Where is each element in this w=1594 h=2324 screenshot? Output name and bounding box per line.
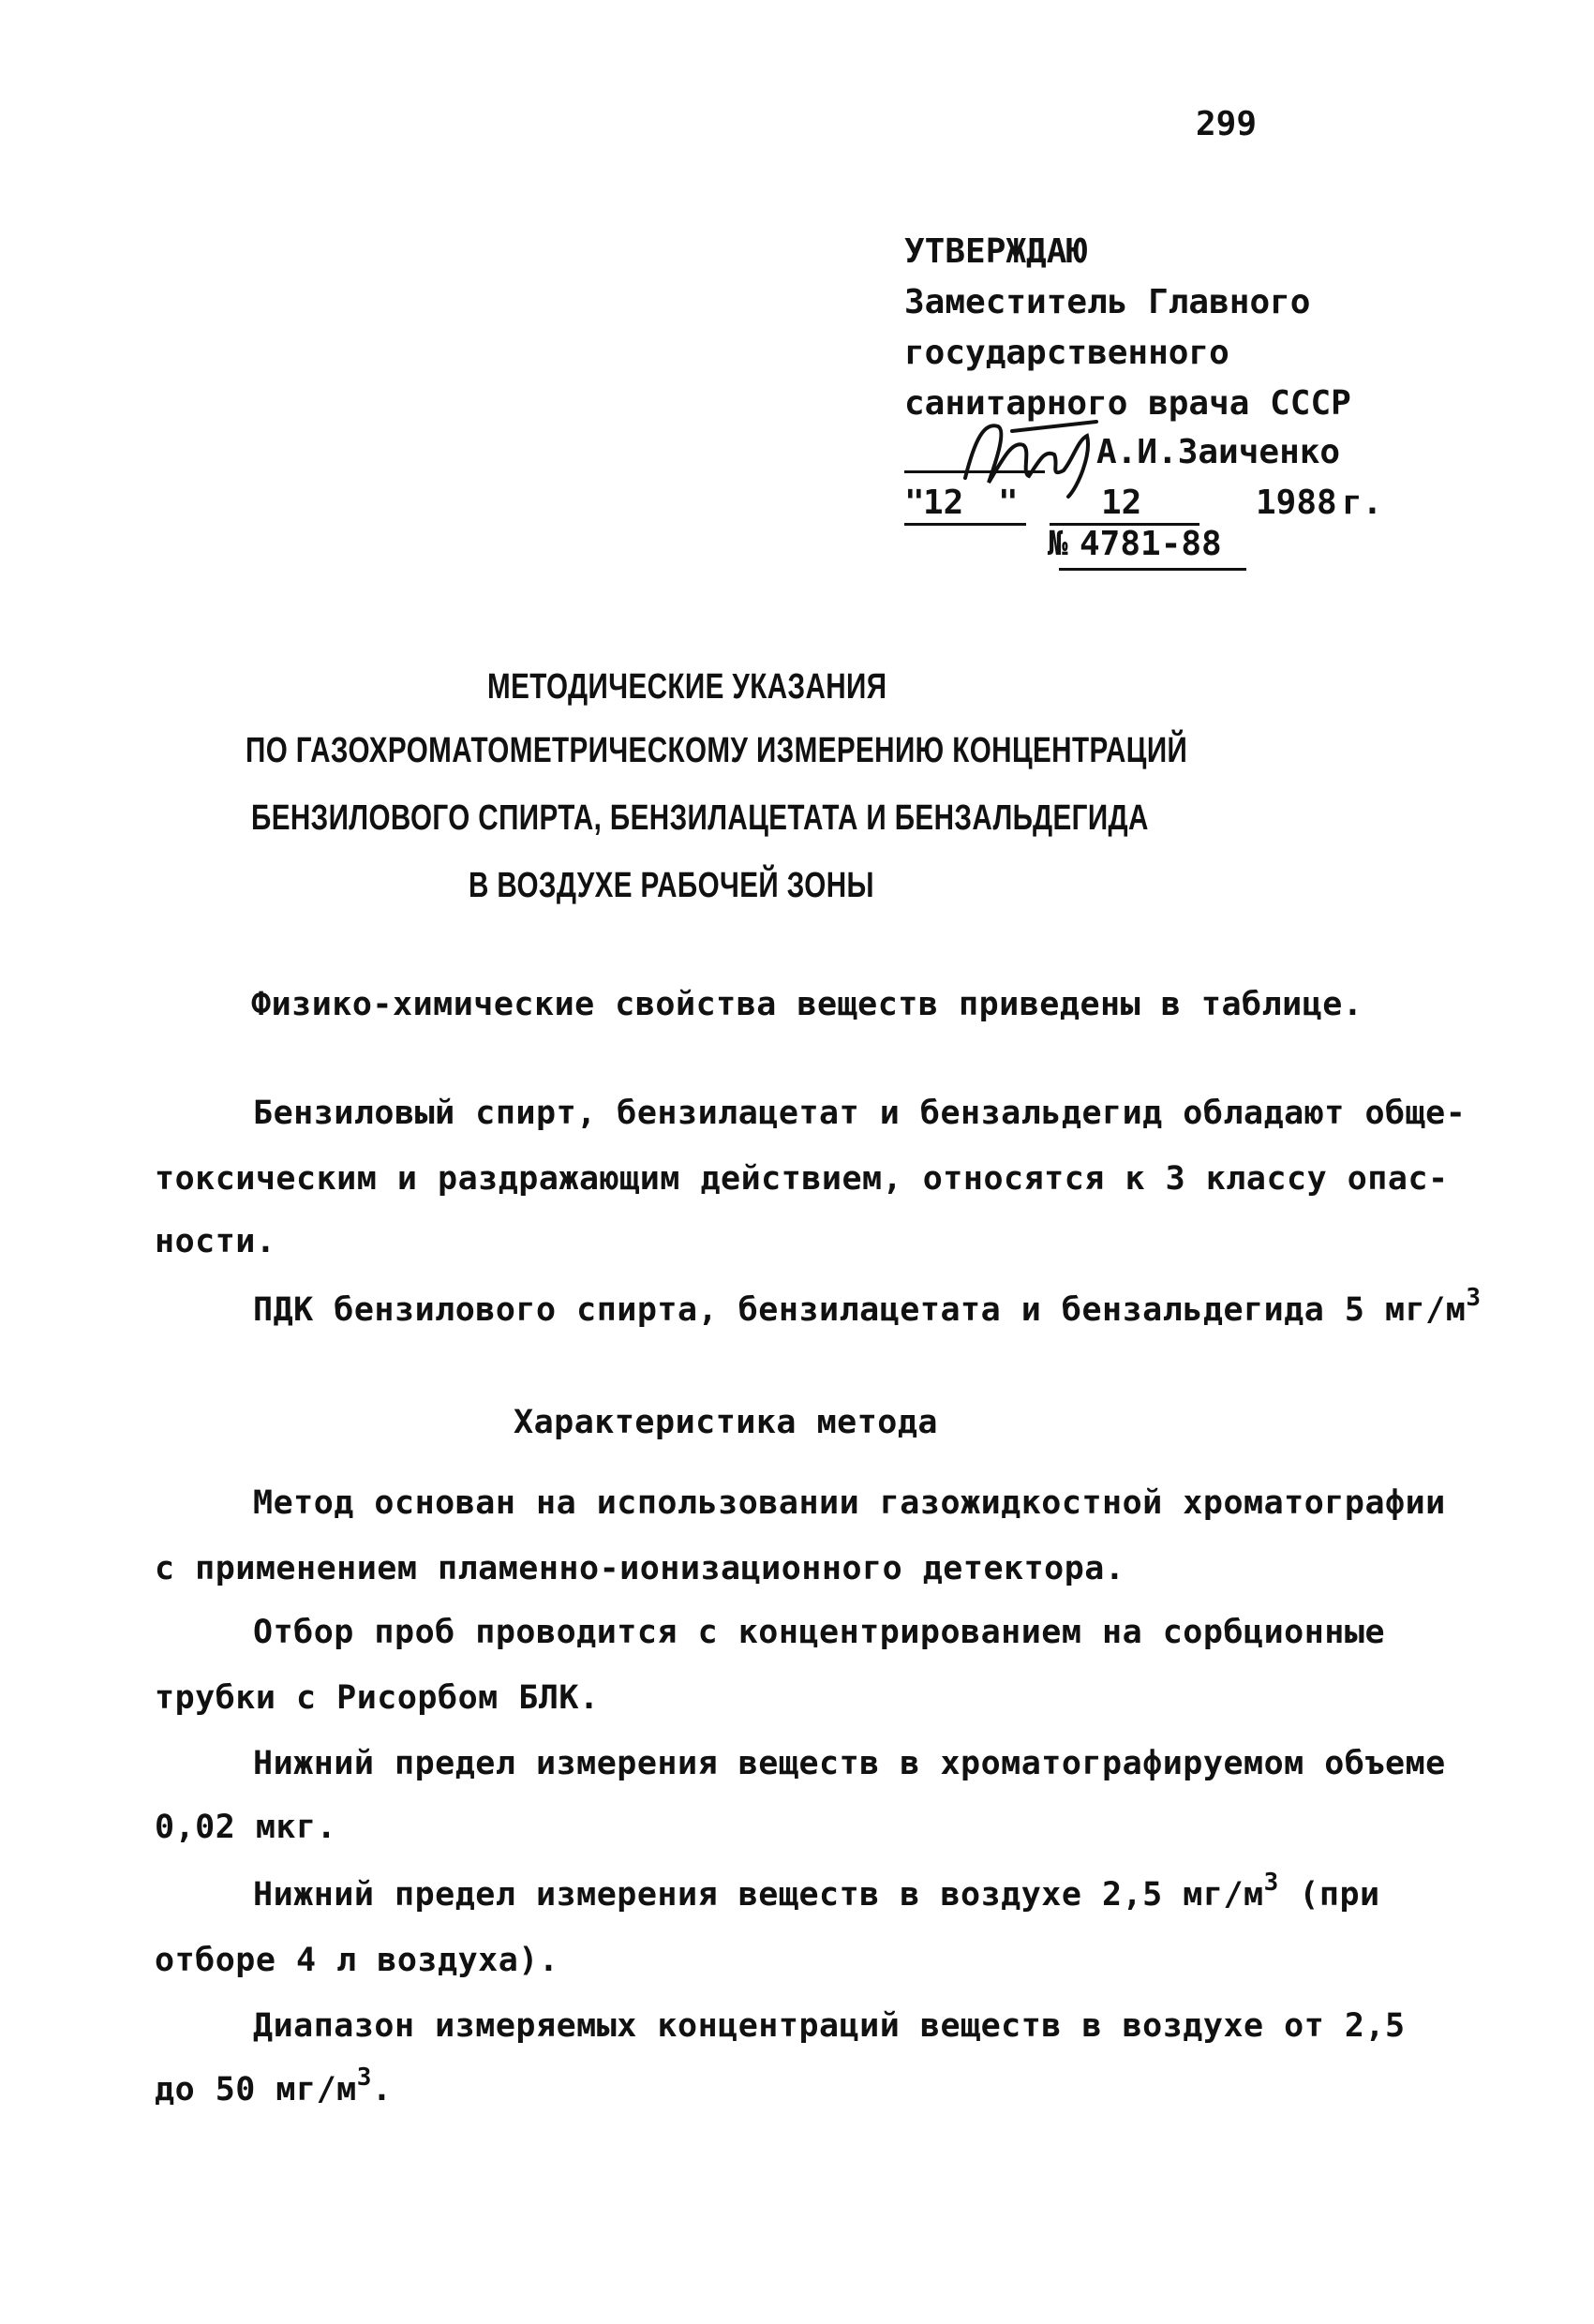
hazard-line1: Бензиловый спирт, бензилацетат и бензальдегид обладают обще- xyxy=(253,1095,1467,1132)
approval-position-line3: санитарного врача СССР xyxy=(904,384,1351,423)
method-p5-line2 xyxy=(155,2063,393,2108)
title-line1: МЕТОДИЧЕСКИЕ УКАЗАНИЯ xyxy=(487,667,887,707)
method-p5-tail: . xyxy=(371,2071,393,2108)
pdk-paragraph xyxy=(253,1284,1482,1329)
method-p3-line1: Нижний предел измерения веществ в хроматографируемом объеме xyxy=(253,1745,1446,1782)
approval-position-line2: государственного xyxy=(904,334,1229,372)
intro-paragraph: Физико-химические свойства веществ приведены в таблице. xyxy=(251,986,1363,1023)
title-line2: ПО ГАЗОХРОМАТОМЕТРИЧЕСКОМУ ИЗМЕРЕНИЮ КОНЦЕНТРАЦИЙ xyxy=(246,731,1188,770)
date-open-quote: " xyxy=(904,484,925,522)
approval-number-prefix: № xyxy=(1048,525,1068,563)
date-day-underline xyxy=(904,523,1026,526)
date-day: 12 xyxy=(923,484,964,522)
method-p4-superscript: 3 xyxy=(1263,1869,1279,1897)
approval-signer: А.И.Заиченко xyxy=(1096,433,1341,471)
method-p1-line2: с применением пламенно-ионизационного детектора. xyxy=(155,1550,1125,1587)
approval-number: 4781-88 xyxy=(1080,525,1222,563)
handwritten-signature xyxy=(956,403,1115,506)
hazard-line3: ности. xyxy=(155,1223,276,1260)
method-p1-line1: Метод основан на использовании газожидкостной хроматографии xyxy=(253,1484,1446,1522)
page-number: 299 xyxy=(1196,105,1258,143)
method-p4-line2: отборе 4 л воздуха). xyxy=(155,1942,559,1979)
date-month: 12 xyxy=(1101,484,1142,522)
method-p5-superscript: 3 xyxy=(356,2063,372,2092)
method-p2-line2: трубки с Рисорбом БЛК. xyxy=(155,1679,600,1717)
title-line3: БЕНЗИЛОВОГО СПИРТА, БЕНЗИЛАЦЕТАТА И БЕНЗАЛЬДЕГИДА xyxy=(251,798,1149,838)
approval-number-underline xyxy=(1059,568,1246,571)
approval-position-line1: Заместитель Главного xyxy=(904,283,1311,321)
method-p4-text: Нижний предел измерения веществ в воздухе 2,5 мг/м xyxy=(253,1876,1264,1914)
method-p5-line1: Диапазон измеряемых концентраций веществ в воздухе от 2,5 xyxy=(253,2007,1406,2045)
section-heading: Характеристика метода xyxy=(514,1404,939,1441)
approval-heading: УТВЕРЖДАЮ xyxy=(904,232,1088,271)
date-year: 1988 xyxy=(1256,484,1337,522)
date-year-suffix: г. xyxy=(1342,484,1383,522)
method-p4-line1 xyxy=(253,1869,1380,1914)
method-p4-tail: (при xyxy=(1278,1876,1380,1914)
method-p5-text: до 50 мг/м xyxy=(155,2071,357,2108)
title-line4: В ВОЗДУХЕ РАБОЧЕЙ ЗОНЫ xyxy=(469,866,874,905)
method-p3-line2: 0,02 мкг. xyxy=(155,1809,337,1846)
date-close-quote: " xyxy=(998,484,1019,522)
hazard-line2: токсическим и раздражающим действием, относятся к 3 классу опас- xyxy=(155,1160,1449,1198)
method-p2-line1: Отбор проб проводится с концентрированием на сорбционные xyxy=(253,1614,1386,1651)
pdk-superscript: 3 xyxy=(1466,1284,1482,1312)
pdk-text: ПДК бензилового спирта, бензилацетата и бензальдегида 5 мг/м xyxy=(253,1291,1467,1329)
